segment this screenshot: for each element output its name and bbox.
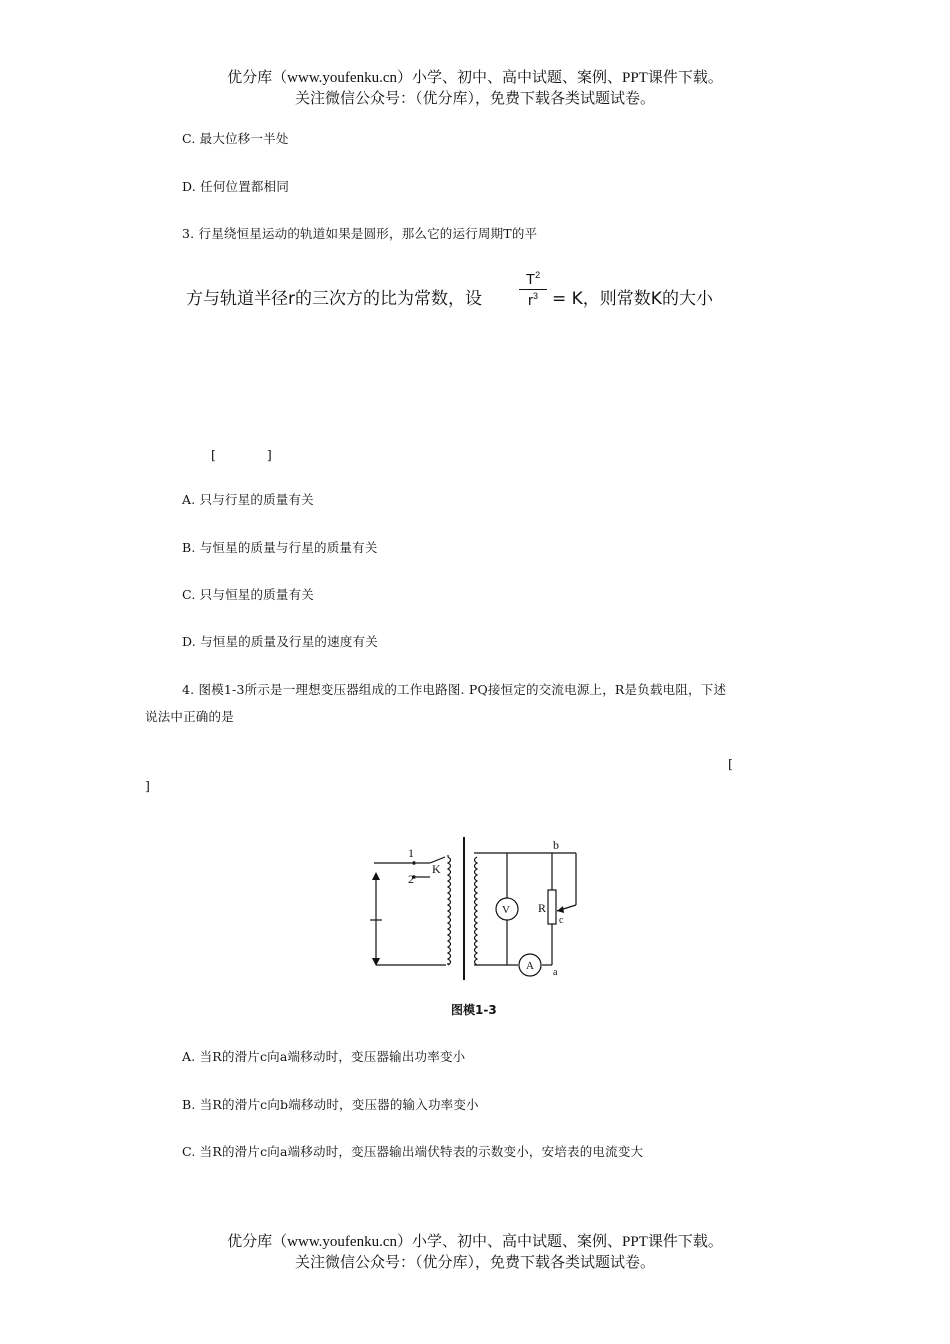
label-b: b bbox=[553, 838, 559, 852]
figure-caption: 图模1-3 bbox=[451, 1003, 497, 1017]
q3-fraction-numerator: $T^2$ bbox=[525, 270, 541, 288]
page-footer-line2: 关注微信公众号：（优分库），免费下载各类试题试卷。 bbox=[294, 1255, 655, 1271]
q4-stem-line1: 4. 图模1-3所示是一理想变压器组成的工作电路图. PQ接恒定的交流电源上，R是负载电阻，下述 bbox=[182, 682, 727, 697]
q3-fraction-bar bbox=[519, 289, 547, 290]
label-1: 1 bbox=[408, 846, 414, 860]
q3-fraction-denominator: $r^3$ bbox=[527, 291, 538, 309]
page-header-line2: 关注微信公众号：（优分库），免费下载各类试题试卷。 bbox=[294, 91, 655, 107]
q4-option-c: C. 当R的滑片c向a端移动时，变压器输出端伏特表的示数变小，安培表的电流变大 bbox=[182, 1144, 644, 1159]
q3-option-a: A. 只与行星的质量有关 bbox=[182, 492, 314, 507]
q4-bracket-open: [ bbox=[728, 756, 734, 771]
q4-stem-line2: 说法中正确的是 bbox=[145, 709, 234, 724]
slider-arrow-head bbox=[557, 906, 564, 913]
q3-option-c: C. 只与恒星的质量有关 bbox=[182, 587, 314, 602]
label-r: R bbox=[538, 901, 547, 915]
q4-bracket-close: ] bbox=[145, 778, 151, 793]
transformer-circuit-diagram bbox=[360, 835, 600, 985]
label-k: K bbox=[432, 862, 441, 876]
q2-option-c: C. 最大位移一半处 bbox=[182, 131, 289, 146]
q3-stem-line2-b: = K，则常数K的大小 bbox=[552, 289, 713, 309]
label-a: a bbox=[553, 967, 558, 978]
arrow-head-top bbox=[372, 872, 380, 880]
q2-option-d: D. 任何位置都相同 bbox=[182, 179, 290, 194]
label-2: 2 bbox=[408, 872, 414, 886]
label-c: c bbox=[559, 915, 564, 926]
q3-answer-bracket: [ ] bbox=[211, 447, 272, 462]
q4-option-b: B. 当R的滑片c向b端移动时，变压器的输入功率变小 bbox=[182, 1097, 479, 1112]
secondary-coil bbox=[475, 857, 478, 965]
q4-option-a: A. 当R的滑片c向a端移动时，变压器输出功率变小 bbox=[182, 1049, 466, 1064]
q3-stem-line2-a: 方与轨道半径r的三次方的比为常数，设 bbox=[186, 289, 482, 309]
terminal-1-dot bbox=[412, 861, 416, 865]
q3-fraction bbox=[517, 270, 549, 309]
q3-option-d: D. 与恒星的质量及行星的速度有关 bbox=[182, 634, 378, 649]
q3-option-b: B. 与恒星的质量与行星的质量有关 bbox=[182, 540, 378, 555]
voltmeter-label: V bbox=[502, 904, 510, 916]
resistor-body bbox=[548, 890, 556, 924]
page-footer-line1: 优分库（www.youfenku.cn）小学、初中、高中试题、案例、PPT课件下载。 bbox=[227, 1234, 723, 1250]
q3-stem-line1: 3. 行星绕恒星运动的轨道如果是圆形，那么它的运行周期T的平 bbox=[182, 226, 538, 241]
ammeter-label: A bbox=[526, 960, 534, 972]
primary-coil bbox=[448, 857, 451, 965]
page-header-line1: 优分库（www.youfenku.cn）小学、初中、高中试题、案例、PPT课件下载。 bbox=[227, 70, 723, 86]
